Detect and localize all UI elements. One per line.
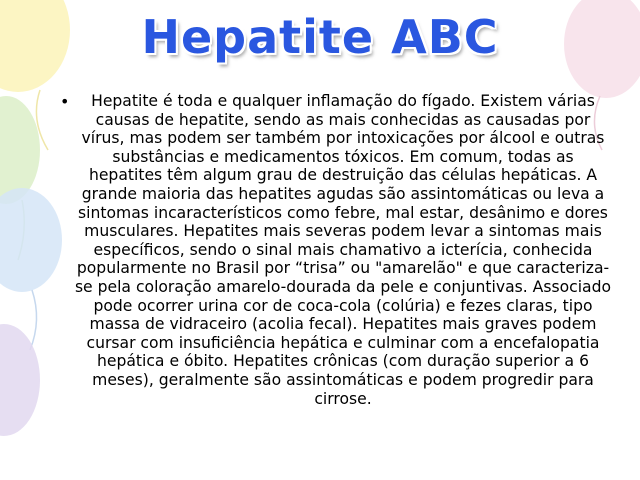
slide-content <box>60 92 612 408</box>
slide-title: Hepatite ABC <box>141 10 499 64</box>
bullet-icon: • <box>60 92 70 111</box>
body-paragraph: Hepatite é toda e qualquer inflamação do fígado. Existem várias causas de hepatite, sendo as mais conhecidas as causadas por vírus, mas podem ser também por intoxicações por álcool e outras substâncias e medicamentos tóxicos. Em comum, todas as hepatites têm algum grau de destruição das células hepáticas. A grande maioria das hepatites agudas são assintomáticas ou leva a sintomas incaracterísticos como febre, mal estar, desânimo e dores musculares. Hepatites mais severas podem levar a sintomas mais específicos, sendo o sinal mais chamativo a icterícia, conhecida popularmente no Brasil por “trisa” ou "amarelão" e que caracteriza-se pela coloração amarelo-dourada da pele e conjuntivas. Associado pode ocorrer urina cor de coca-cola (colúria) e fezes claras, tipo massa de vidraceiro (acolia fecal). Hepatites mais graves podem cursar com insuficiência hepática e culminar com a encefalopatia hepática e óbito. Hepatites crônicas (com duração superior a 6 meses), geralmente são assintomáticas e podem progredir para cirrose. <box>74 92 612 408</box>
balloon-purple-icon <box>0 324 40 436</box>
